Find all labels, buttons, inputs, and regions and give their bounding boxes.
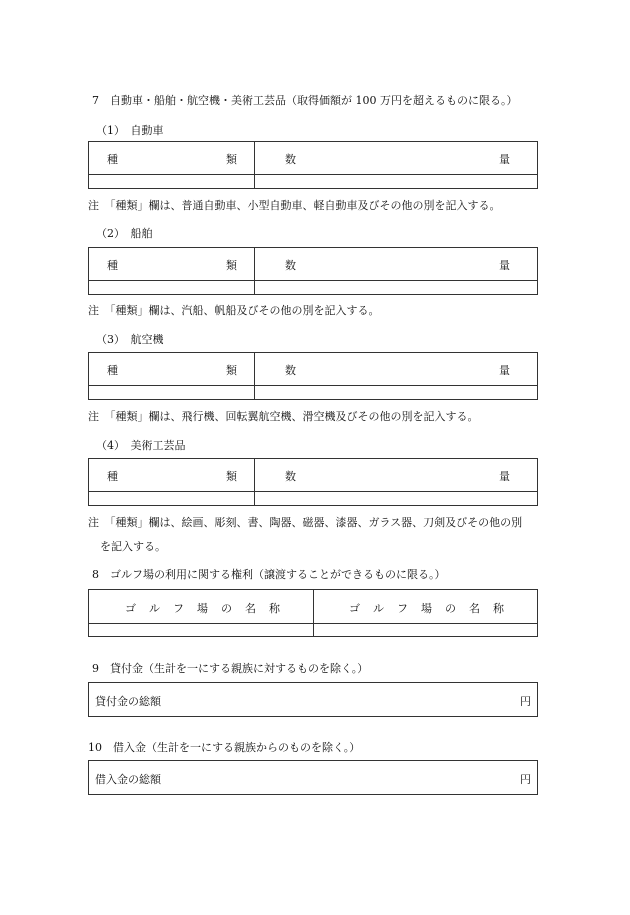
section-8-title: 8 ゴルフ場の利用に関する権利（譲渡することができるものに限る。） [92,568,446,581]
kind-header-left: 種 [107,153,118,166]
golf-table [88,589,538,637]
golf-name-header-2: ゴルフ場の名称 [349,602,517,615]
borrowing-total-unit: 円 [520,773,531,786]
section-7-title: 7 自動車・船舶・航空機・美術工芸品（取得価額が 100 万円を超えるものに限る。） [92,94,518,107]
section-10-title: 10 借入金（生計を一にする親族からのものを除く。） [88,741,361,754]
artwork-note-line2: を記入する。 [100,540,166,553]
kind-header-right: 類 [226,153,237,166]
borrowing-total-box [88,760,538,795]
quantity-header-right: 量 [499,153,510,166]
quantity-header-left: 数 [285,470,296,483]
kind-header-left: 種 [107,259,118,272]
ship-note: 注 「種類」欄は、汽船、帆船及びその他の別を記入する。 [88,304,380,317]
aircraft-table [88,352,538,400]
subsection-automobile-title: （1） 自動車 [96,124,164,137]
ship-table [88,247,538,295]
artwork-note-line1: 注 「種類」欄は、絵画、彫刻、書、陶器、磁器、漆器、ガラス器、刀剣及びその他の別 [88,516,523,529]
golf-name-header-1: ゴルフ場の名称 [125,602,293,615]
kind-header-left: 種 [107,364,118,377]
automobile-table [88,141,538,189]
loan-total-unit: 円 [520,695,531,708]
subsection-ship-title: （2） 船舶 [96,227,153,240]
quantity-header-right: 量 [499,259,510,272]
kind-header-left: 種 [107,470,118,483]
subsection-aircraft-title: （3） 航空機 [96,333,164,346]
quantity-header-right: 量 [499,470,510,483]
aircraft-note: 注 「種類」欄は、飛行機、回転翼航空機、滑空機及びその他の別を記入する。 [88,410,479,423]
quantity-header-left: 数 [285,153,296,166]
quantity-header-left: 数 [285,364,296,377]
loan-total-box [88,682,538,717]
kind-header-right: 類 [226,470,237,483]
subsection-artwork-title: （4） 美術工芸品 [96,439,186,452]
borrowing-total-label: 借入金の総額 [95,773,161,786]
artwork-table [88,458,538,506]
quantity-header-right: 量 [499,364,510,377]
kind-header-right: 類 [226,259,237,272]
loan-total-label: 貸付金の総額 [95,695,161,708]
section-9-title: 9 貸付金（生計を一にする親族に対するものを除く。） [92,662,369,675]
quantity-header-left: 数 [285,259,296,272]
kind-header-right: 類 [226,364,237,377]
automobile-note: 注 「種類」欄は、普通自動車、小型自動車、軽自動車及びその他の別を記入する。 [88,199,501,212]
